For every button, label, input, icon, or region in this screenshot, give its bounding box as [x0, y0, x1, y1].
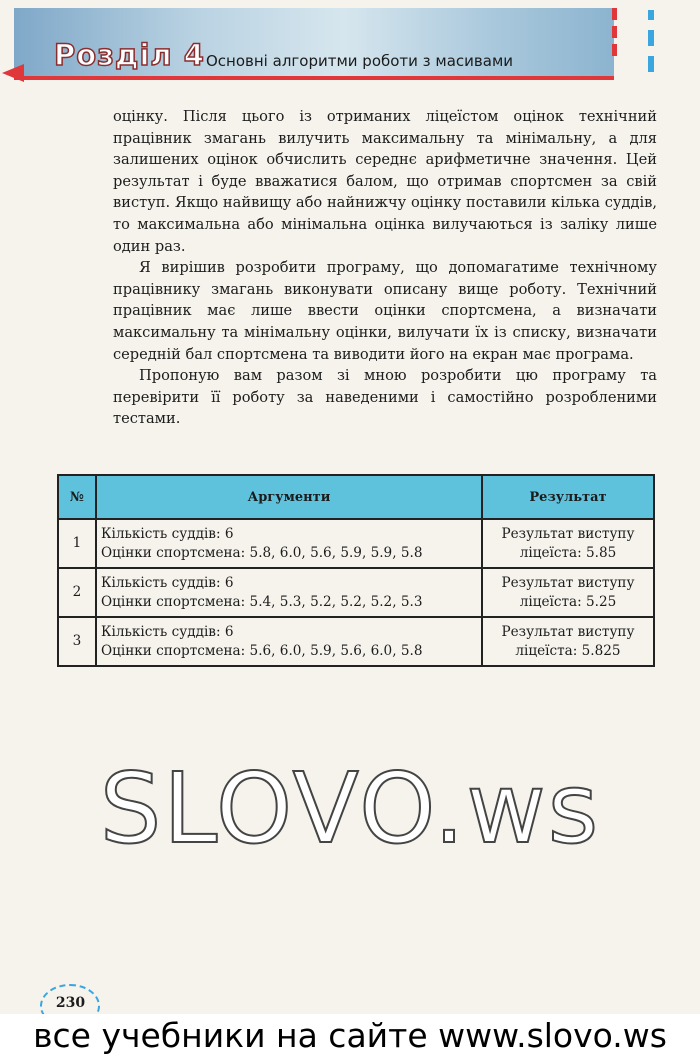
page-number: 230 — [55, 995, 86, 1011]
column-header-arguments: Аргументи — [96, 475, 482, 519]
judges-count: Кількість суддів: 6 — [101, 574, 234, 591]
result-label: Результат виступу — [501, 574, 635, 591]
test-number: 1 — [58, 519, 96, 568]
paragraph: оцінку. Після цього із отриманих ліцеїстом оцінок технічний працівник змагань вилучить максимальну та мінімальну, а для залишених оцінок обчислить середнє арифметичне значення. Цей результат і буде вважатися балом, що отримав спортсмен за свій виступ. Якщо найвищу або найнижчу оцінку поставили кілька суддів, то максимальна або мінімальна оцінка вилучаються із заліку лише один раз. — [113, 108, 657, 255]
header-arrow-icon — [2, 64, 24, 82]
judges-count: Кількість суддів: 6 — [101, 525, 234, 542]
test-arguments — [96, 617, 482, 666]
result-label: Результат виступу — [501, 623, 635, 640]
table-row — [58, 568, 654, 617]
table-header-row — [58, 475, 654, 519]
header-dash-decoration — [648, 30, 654, 46]
result-value: ліцеїста: 5.85 — [519, 544, 617, 561]
test-result — [482, 519, 654, 568]
paragraph: Я вирішив розробити програму, що допомагатиме технічному працівнику змагань виконувати описану вище роботу. Технічний працівник має лише ввести оцінки спортсмена, а визначати максимальну та мінімальну оцінки, вилучати їх із списку, визначати середній бал спортсмена та виводити його на екран має програма. — [113, 259, 657, 363]
athlete-scores: Оцінки спортсмена: 5.4, 5.3, 5.2, 5.2, 5.2, 5.3 — [101, 593, 423, 610]
footer-banner: все учебники на сайте www.slovo.ws — [0, 1014, 700, 1057]
athlete-scores: Оцінки спортсмена: 5.6, 6.0, 5.9, 5.6, 6.0, 5.8 — [101, 642, 423, 659]
result-value: ліцеїста: 5.825 — [515, 642, 621, 659]
section-title: Основні алгоритми роботи з масивами — [206, 52, 514, 70]
test-arguments — [96, 568, 482, 617]
section-label: Розділ 4 — [54, 38, 205, 72]
table-row — [58, 617, 654, 666]
athlete-scores: Оцінки спортсмена: 5.8, 6.0, 5.6, 5.9, 5.9, 5.8 — [101, 544, 423, 561]
header-dash-decoration — [648, 56, 654, 72]
test-number: 2 — [58, 568, 96, 617]
result-label: Результат виступу — [501, 525, 635, 542]
header-dash-decoration — [648, 10, 654, 20]
judges-count: Кількість суддів: 6 — [101, 623, 234, 640]
table-row — [58, 519, 654, 568]
test-arguments — [96, 519, 482, 568]
header-dash-decoration — [612, 8, 617, 20]
column-header-result: Результат — [482, 475, 654, 519]
test-result — [482, 617, 654, 666]
result-value: ліцеїста: 5.25 — [519, 593, 617, 610]
paragraph: Пропоную вам разом зі мною розробити цю програму та перевірити її роботу за наведеними і самостійно розробленими тестами. — [113, 367, 657, 428]
header-dash-decoration — [612, 44, 617, 56]
body-text — [113, 106, 657, 430]
test-result — [482, 568, 654, 617]
test-number: 3 — [58, 617, 96, 666]
watermark: SLOVO.ws — [99, 752, 601, 865]
column-header-number: № — [58, 475, 96, 519]
test-table — [57, 474, 655, 667]
header-dash-decoration — [612, 26, 617, 38]
